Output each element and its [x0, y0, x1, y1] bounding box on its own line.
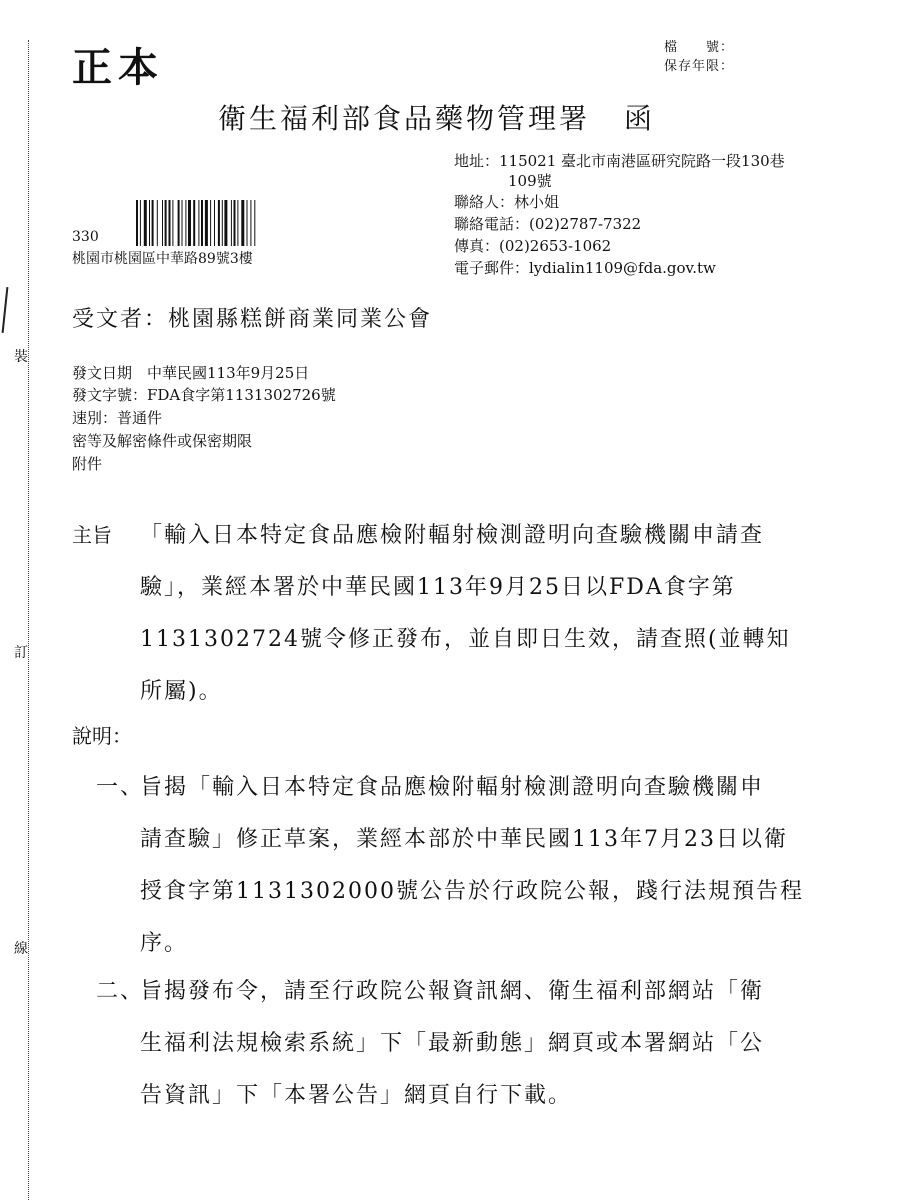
subject-line: 驗」，業經本署於中華民國113年9月25日以FDA食字第: [140, 575, 736, 600]
barcode-bar: [140, 200, 141, 246]
barcode-bar: [231, 200, 232, 246]
subject-line: 所屬)。: [140, 679, 223, 704]
dispatch-number: 發文字號：FDA食字第1131302726號: [72, 386, 336, 404]
barcode-bar: [254, 200, 255, 246]
explanation-line: 生福利法規檢索系統」下「最新動態」網頁或本署網站「公: [140, 1031, 765, 1056]
agency-name: 衛生福利部食品藥物管理署: [218, 102, 591, 135]
barcode-bar: [136, 200, 138, 246]
binding-line: [28, 40, 29, 1200]
mailing-address: 桃園市桃園區中華路89號3樓: [72, 251, 253, 267]
contact-fax: 傳真：(02)2653-1062: [454, 237, 612, 255]
retention-period-label: 保存年限：: [664, 59, 735, 74]
attachment: 附件: [72, 455, 103, 473]
barcode-bar: [162, 200, 163, 246]
secrecy-level: 密等及解密條件或保密期限: [72, 432, 253, 450]
subject-label: 主旨: [72, 523, 112, 547]
barcode-bar: [201, 200, 203, 246]
explanation-line: 序。: [140, 931, 189, 956]
barcode-bar: [185, 200, 186, 246]
explanation-line: 旨揭「輸入日本特定食品應檢附輻射檢測證明向查驗機關申: [140, 775, 765, 800]
mailing-zip: 330: [72, 229, 99, 245]
barcode-bar: [149, 200, 150, 246]
explanation-item-number: 一、: [96, 775, 145, 800]
explanation-item-number: 二、: [96, 979, 145, 1004]
barcode-bar: [237, 200, 238, 246]
subject-line: 1131302724號令修正發布，並自即日生效，請查照(並轉知: [140, 627, 791, 652]
barcode-bar: [218, 200, 220, 246]
barcode-bar: [169, 200, 171, 246]
dispatch-date: 發文日期 中華民國113年9月25日: [72, 364, 310, 382]
barcode-bar: [222, 200, 223, 246]
binding-char-ding: 訂: [14, 645, 28, 661]
barcode-bar: [157, 200, 158, 246]
explanation-line: 旨揭發布令，請至行政院公報資訊網、衛生福利部網站「衛: [140, 979, 765, 1004]
contact-email: 電子郵件：lydialin1109@fda.gov.tw: [454, 259, 716, 277]
barcode-bar: [152, 200, 154, 246]
barcode-bar: [165, 200, 167, 246]
contact-person: 聯絡人：林小姐: [454, 193, 560, 211]
explanation-line: 請查驗」修正草案，業經本部於中華民國113年7月23日以衛: [140, 827, 788, 852]
dispatch-speed: 速別：普通件: [72, 409, 163, 427]
barcode-bar: [172, 200, 173, 246]
barcode-bar: [210, 200, 211, 246]
explanation-line: 授食字第1131302000號公告於行政院公報，踐行法規預告程: [140, 879, 804, 904]
barcode-bar: [250, 200, 251, 246]
barcode-bar: [214, 200, 215, 246]
file-number-label: 檔 號：: [664, 40, 735, 55]
binding-char-xian: 線: [14, 941, 28, 957]
barcode: [136, 200, 302, 246]
address-line-1: 地址：115021 臺北市南港區研究院路一段130巷: [454, 152, 785, 170]
original-copy-stamp: 正本: [72, 44, 164, 91]
barcode-bar: [182, 200, 183, 246]
barcode-bar: [193, 200, 195, 246]
barcode-bar: [241, 200, 244, 246]
binding-char-zhuang: 裝: [14, 349, 28, 365]
address-line-2: 109號: [508, 172, 552, 190]
barcode-bar: [144, 200, 147, 246]
subject-line: 「輸入日本特定食品應檢附輻射檢測證明向查驗機關申請查: [140, 523, 765, 548]
barcode-bar: [205, 200, 208, 246]
explanation-line: 告資訊」下「本署公告」網頁自行下載。: [140, 1083, 573, 1108]
barcode-bar: [234, 200, 236, 246]
scan-edge-mark: [2, 287, 9, 333]
recipient: 受文者：桃園縣糕餅商業同業公會: [72, 307, 433, 332]
barcode-bar: [224, 200, 227, 246]
document-title: [218, 97, 655, 137]
barcode-bar: [178, 200, 180, 246]
barcode-bar: [247, 200, 248, 246]
document-kind: 函: [624, 102, 656, 135]
barcode-bar: [188, 200, 191, 246]
contact-phone: 聯絡電話：(02)2787-7322: [454, 215, 642, 233]
barcode-bar: [198, 200, 199, 246]
explanation-label: 說明：: [72, 724, 132, 748]
